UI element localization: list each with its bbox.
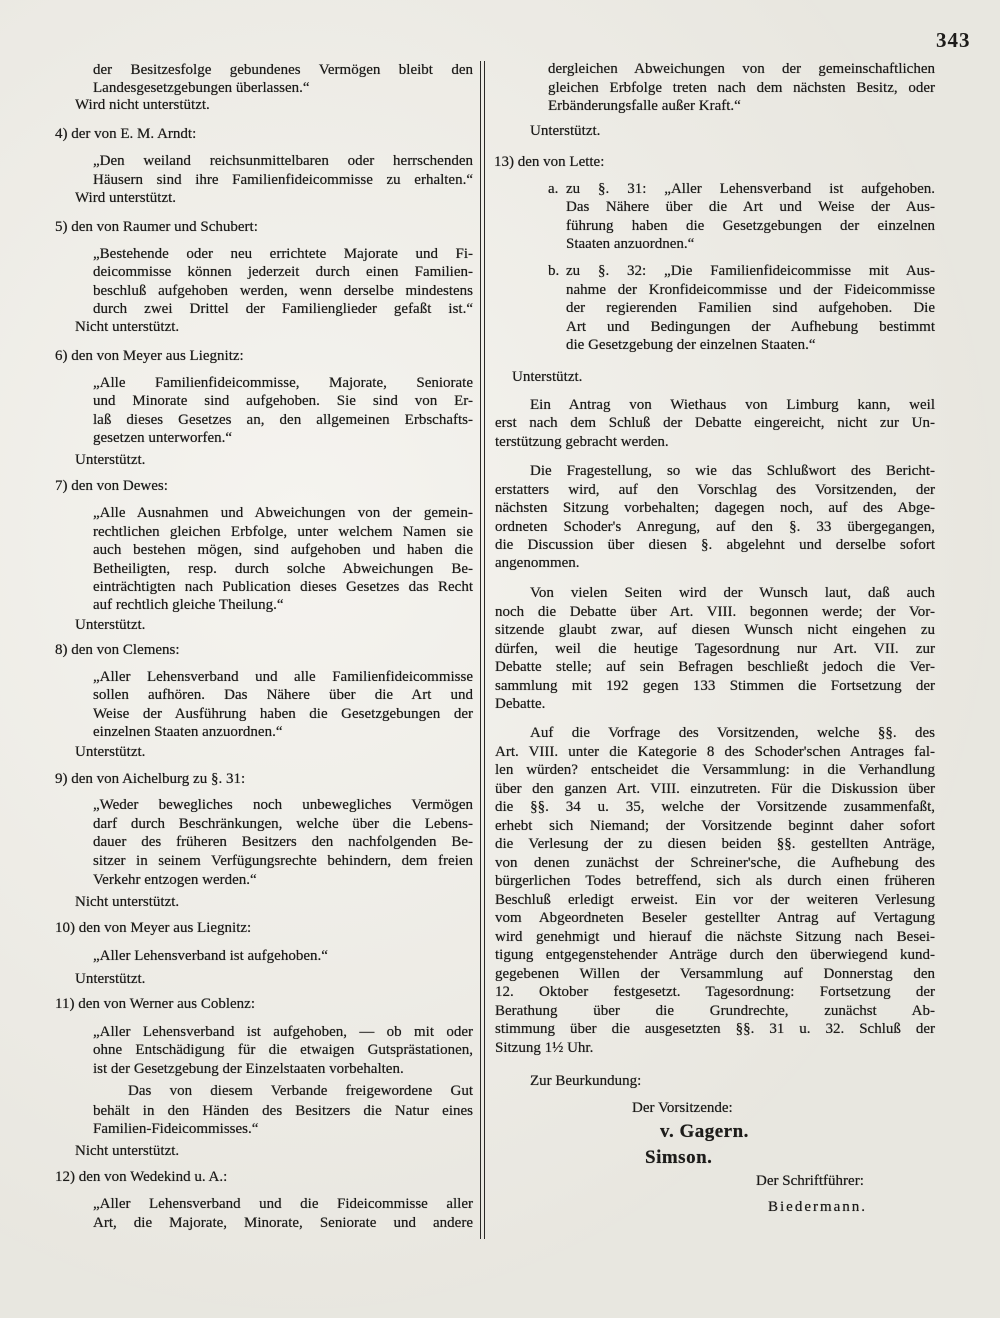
quote-line: „Alle Familienfideicommisse, Majorate, Seniorate xyxy=(93,375,473,391)
quote-line: führung haben die Gesetzgebungen der einzelnen xyxy=(566,218,935,234)
quote-line: sitzer in seinem Verfügungsrechte behindern, dem freien xyxy=(93,853,473,869)
quote-line: die Gesetzgebung der einzelnen Staaten.“ xyxy=(566,337,816,353)
motion-heading: 13) den von Lette: xyxy=(494,154,605,170)
verdict: Nicht unterstützt. xyxy=(75,894,180,910)
motion-heading: 10) den von Meyer aus Liegnitz: xyxy=(55,920,252,936)
attestation-heading: Zur Beurkundung: xyxy=(530,1073,642,1089)
paragraph-line: Art. VIII. unter die Kategorie 8 des Schoder'schen Antrages fal- xyxy=(495,744,935,760)
paragraph-line: Beschluß erledigt erweist. Ein vor der weiteren Verlesung xyxy=(495,892,935,908)
quote-line: Betheiligten, resp. durch solche Abweichungen Be- xyxy=(93,561,473,577)
paragraph-line: erstatters wird, auf den Vorschlag des Vorsitzenden, der xyxy=(495,482,935,498)
quote-line: einzelnen Staaten anzuordnen.“ xyxy=(93,724,283,740)
quote-line: Häusern sind ihre Familienfideicommisse zu erhalten.“ xyxy=(93,172,473,188)
paragraph-line: noch die Debatte über Art. VIII. begonnen werde; der Vor- xyxy=(495,604,935,620)
paragraph-line: sammlung mit 192 gegen 133 Stimmen die Fortsetzung der xyxy=(495,678,935,694)
column-rule-left xyxy=(480,61,481,1239)
paragraph-line: nächsten Sitzung vorbehalten; dagegen noch, auf des Abge- xyxy=(495,500,935,516)
quote-line: der Besitzesfolge gebundenes Vermögen bleibt den xyxy=(93,62,473,78)
paragraph-line: 12. Oktober festgesetzt. Tagesordnung: Fortsetzung der xyxy=(495,984,935,1000)
verdict: Wird unterstützt. xyxy=(75,190,177,206)
paragraph-line: terstützung gebracht werden. xyxy=(495,434,669,450)
paragraph-line: dürfen, weil die heutige Tagesordnung nur Art. VII. zur xyxy=(495,641,935,657)
quote-line: nahme der Kronfideicommisse und der Fideicommisse xyxy=(566,282,935,298)
quote-line: auch bestehen mögen, sind aufgehoben und haben die xyxy=(93,542,473,558)
motion-heading: 9) den von Aichelburg zu §. 31: xyxy=(55,771,246,787)
motion-heading: 6) den von Meyer aus Liegnitz: xyxy=(55,348,244,364)
quote-line: Familien-Fideicommisses.“ xyxy=(93,1121,259,1137)
quote-line: „Aller Lehensverband und alle Familienfideicommisse xyxy=(93,669,473,685)
quote-line: Erbänderungsfalle außer Kraft.“ xyxy=(548,98,741,114)
paragraph-line: len würden? entscheidet die Versammlung: in die Verhandlung xyxy=(495,762,935,778)
quote-line: gesetzen unterworfen.“ xyxy=(93,430,233,446)
paragraph-line: bürgerlichen Todes betreffend, sich als durch einen früheren xyxy=(495,873,935,889)
paragraph-line: tigung entgegenstehender Anträge durch den überwiegend kund- xyxy=(495,947,935,963)
verdict: Unterstützt. xyxy=(530,123,601,139)
paragraph-line: Berathung über die Grundrechte, zunächst Ab- xyxy=(495,1003,935,1019)
quote-line: der regierenden Familien sind aufgehoben. Die xyxy=(566,300,935,316)
paragraph-line: die §§. 34 u. 35, welche der Vorsitzende zusammenfaßt, xyxy=(495,799,935,815)
motion-heading: 4) der von E. M. Arndt: xyxy=(55,126,197,142)
verdict: Unterstützt. xyxy=(75,744,146,760)
quote-line: dergleichen Abweichungen von der gemeinschaftlichen xyxy=(548,61,935,77)
secretary-signature: Biedermann. xyxy=(768,1199,868,1215)
quote-line: „Alle Ausnahmen und Abweichungen von der gemein- xyxy=(93,505,473,521)
quote-line: Staaten anzuordnen.“ xyxy=(566,236,695,252)
secretary-label: Der Schriftführer: xyxy=(756,1173,864,1189)
quote-line: „Aller Lehensverband ist aufgehoben.“ xyxy=(93,948,328,964)
quote-line: „Den weiland reichsunmittelbaren oder herrschenden xyxy=(93,153,473,169)
quote-line: und Minorate sind aufgehoben. Sie sind von Er- xyxy=(93,393,473,409)
vice-chair-signature: Simson. xyxy=(645,1147,713,1168)
quote-line: durch zwei Drittel der Familienglieder gefaßt ist.“ xyxy=(93,301,473,317)
quote-line: „Weder bewegliches noch unbewegliches Vermögen xyxy=(93,797,473,813)
verdict: Nicht unterstützt. xyxy=(75,1143,180,1159)
quote-line: zu §. 31: „Aller Lehensverband ist aufgehoben. xyxy=(566,181,935,197)
paragraph-line: stimmung über die ausgesetzten §§. 31 u. 32. Schluß der xyxy=(495,1021,935,1037)
chair-signature: v. Gagern. xyxy=(660,1121,749,1142)
paragraph-line: vom Abgeordneten Beseler gestellter Antrag auf Vertagung xyxy=(495,910,935,926)
motion-heading: 12) den von Wedekind u. A.: xyxy=(55,1169,228,1185)
quote-line: dauer des früheren Besitzers den nachfolgenden Be- xyxy=(93,834,473,850)
quote-line: gleichen Erbfolge treten nach dem nächsten Besitz, oder xyxy=(548,80,935,96)
quote-line: Das Nähere über die Art und Weise der Aus- xyxy=(566,199,935,215)
paragraph-line: Debatte stelle; auf sein Befragen beschließt jedoch die Ver- xyxy=(495,659,935,675)
quote-line: Art und Bedingungen der Aufhebung bestimmt xyxy=(566,319,935,335)
motion-heading: 5) den von Raumer und Schubert: xyxy=(55,219,258,235)
paragraph-line: ordneten Schoder's Anregung, auf den §. 33 übergegangen, xyxy=(495,519,935,535)
motion-heading: 7) den von Dewes: xyxy=(55,478,168,494)
paragraph-line: Die Fragestellung, so wie das Schlußwort des Bericht- xyxy=(530,463,935,479)
motion-heading: 11) den von Werner aus Coblenz: xyxy=(55,996,255,1012)
paragraph-line: von denen zunächst der Schreiner'sche, die Aufhebung des xyxy=(495,855,935,871)
quote-line: „Bestehende oder neu errichtete Majorate und Fi- xyxy=(93,246,473,262)
verdict: Wird nicht unterstützt. xyxy=(75,97,210,113)
chair-label: Der Vorsitzende: xyxy=(632,1100,733,1116)
quote-line: rechtlichen gleichen Erbfolge, unter welchem Namen sie xyxy=(93,524,473,540)
quote-line: ist der Gesetzgebung der Einzelstaaten vorbehalten. xyxy=(93,1061,404,1077)
quote-line: Art, die Majorate, Minorate, Seniorate und andere xyxy=(93,1215,473,1231)
paragraph-line: angenommen. xyxy=(495,555,580,571)
paragraph-line: erhebt sich Niemand; der Vorsitzende beginnt daher sofort xyxy=(495,818,935,834)
paragraph-line: Debatte. xyxy=(495,696,546,712)
verdict: Nicht unterstützt. xyxy=(75,319,180,335)
paragraph-line: gegebenen Willen der Versammlung auf Donnerstag den xyxy=(495,966,935,982)
motion-heading: 8) den von Clemens: xyxy=(55,642,180,658)
quote-line: Weise der Ausführung haben die Gesetzgebungen der xyxy=(93,706,473,722)
paragraph-line: Auf die Vorfrage des Vorsitzenden, welche §§. des xyxy=(530,725,935,741)
quote-line: sollen aufhören. Das Nähere über die Art und xyxy=(93,687,473,703)
verdict: Unterstützt. xyxy=(75,971,146,987)
quote-line: zu §. 32: „Die Familienfideicommisse mit Aus- xyxy=(566,263,935,279)
quote-line: Verkehr entzogen werden.“ xyxy=(93,872,257,888)
sub-motion-label: b. xyxy=(548,263,560,279)
quote-line: behält in den Händen des Besitzers die Natur eines xyxy=(93,1103,473,1119)
quote-line: laß dieses Gesetzes an, den allgemeinen Erbschafts- xyxy=(93,412,473,428)
paragraph-line: über den ganzen Art. VIII. einzutreten. Für die Diskussion über xyxy=(495,781,935,797)
verdict: Unterstützt. xyxy=(75,452,146,468)
quote-line: Landesgesetzgebungen überlassen.“ xyxy=(93,80,310,96)
quote-line: deicommisse können jederzeit durch einen Familien- xyxy=(93,264,473,280)
quote-line: beschluß aufgehoben werden, wenn derselbe mindestens xyxy=(93,283,473,299)
verdict: Unterstützt. xyxy=(75,617,146,633)
paragraph-line: erst nach dem Schluß der Debatte eingereicht, nicht zur Un- xyxy=(495,415,935,431)
paragraph-line: Von vielen Seiten wird der Wunsch laut, daß auch xyxy=(530,585,935,601)
verdict: Unterstützt. xyxy=(512,369,583,385)
quote-line: „Aller Lehensverband und die Fideicommisse aller xyxy=(93,1196,473,1212)
page-number: 343 xyxy=(936,28,971,52)
paragraph-line: die Discussion über diesen §. abgelehnt und derselbe sofort xyxy=(495,537,935,553)
quote-line: „Aller Lehensverband ist aufgehoben, — ob mit oder xyxy=(93,1024,473,1040)
quote-line: Das von diesem Verbande freigewordene Gut xyxy=(128,1083,473,1099)
paragraph-line: wird genehmigt und hierauf die nächste Sitzung nach Besei- xyxy=(495,929,935,945)
sub-motion-label: a. xyxy=(548,181,559,197)
quote-line: darf durch Beschränkungen, welche über die Lebens- xyxy=(93,816,473,832)
column-rule-right xyxy=(484,61,485,1239)
paragraph-line: sitzende glaubt zwar, auf diesen Wunsch nicht eingehen zu xyxy=(495,622,935,638)
quote-line: ohne Entschädigung für die etwaigen Gutsprästationen, xyxy=(93,1042,473,1058)
paragraph-line: Sitzung 1½ Uhr. xyxy=(495,1040,594,1056)
quote-line: auf rechtlich gleiche Theilung.“ xyxy=(93,597,284,613)
quote-line: einträchtigten nach Publication dieses Gesetzes das Recht xyxy=(93,579,473,595)
paragraph-line: die Verlesung der zu diesen beiden §§. gestellten Anträge, xyxy=(495,836,935,852)
paragraph-line: Ein Antrag von Wiethaus von Limburg kann, weil xyxy=(530,397,935,413)
